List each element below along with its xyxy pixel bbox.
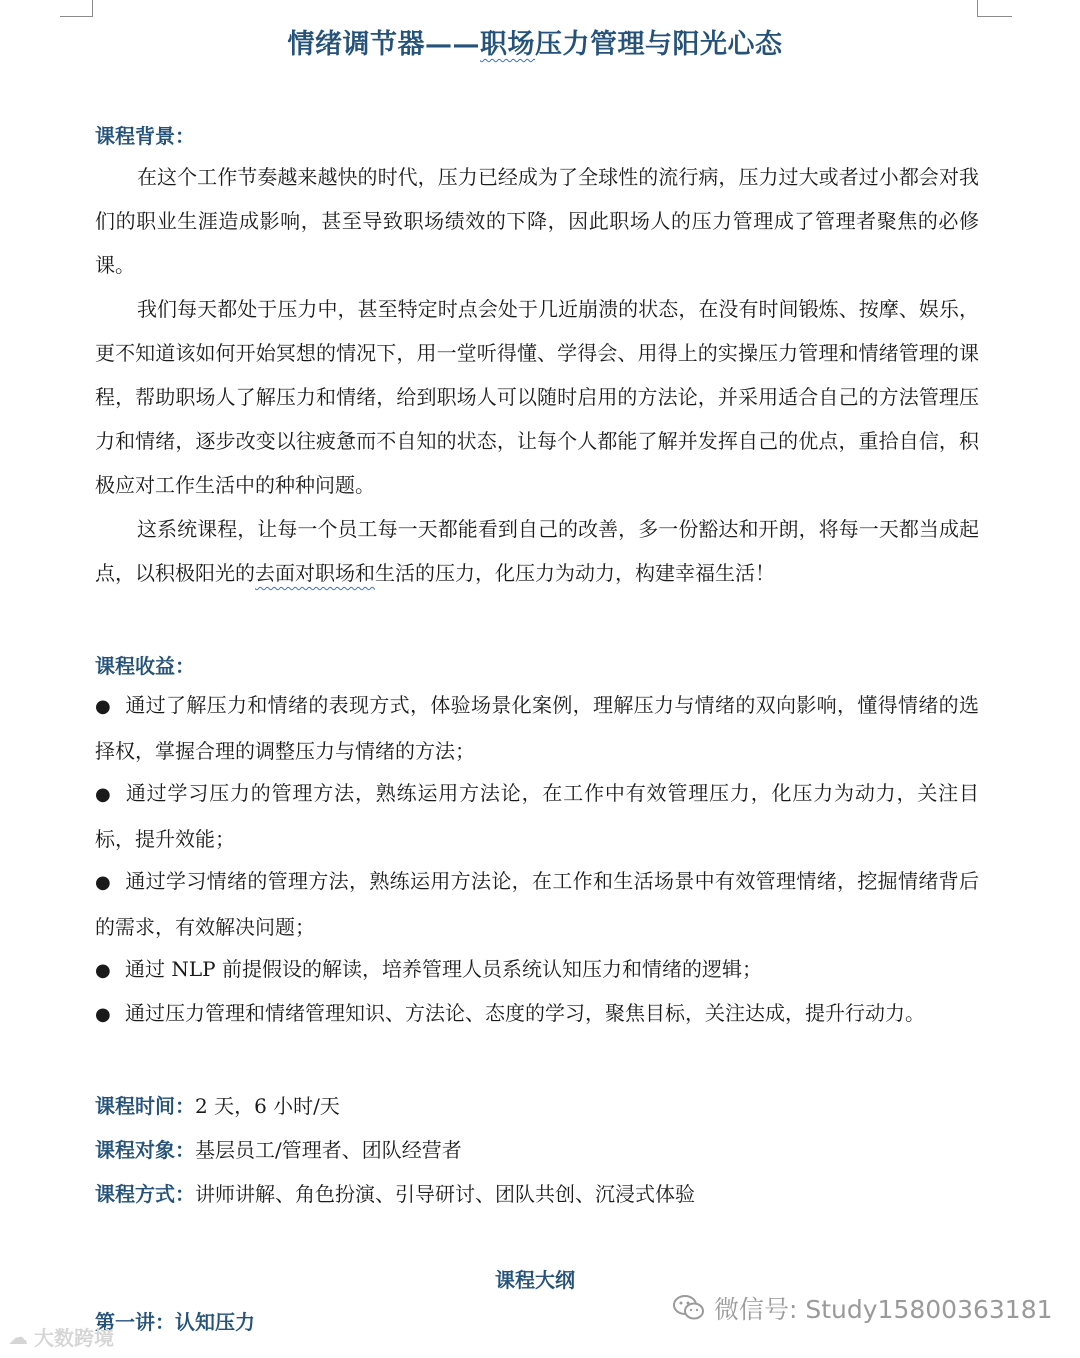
wechat-id: 微信号: Study15800363181	[714, 1295, 1053, 1324]
benefit-item: ● 通过学习情绪的管理方法，熟练运用方法论，在工作和生活场景中有效管理情绪，挖掘情绪背后的需求，有效解决问题；	[95, 859, 979, 949]
brand-name: 大数跨境	[34, 1326, 114, 1350]
background-paragraph-1: 在这个工作节奏越来越快的时代，压力已经成为了全球性的流行病，压力过大或者过小都会对我们的职业生涯造成影响，甚至导致职场绩效的下降，因此职场人的压力管理成了管理者聚焦的必修课。	[95, 165, 979, 277]
title-part: 压力管理与阳光心态	[535, 29, 783, 60]
page-corner-mark-right	[977, 0, 1012, 17]
title-part: 情绪调节器——	[287, 29, 480, 60]
background-paragraph-3: 这系统课程，让每一个员工每一天都能看到自己的改善，多一份豁达和开朗，将每一天都当成起点，以积极阳光的去面对职场和生活的压力，化压力为动力，构建幸福生活！	[95, 517, 979, 585]
benefit-item: ● 通过了解压力和情绪的表现方式，体验场景化案例，理解压力与情绪的双向影响，懂得情绪的选择权，掌握合理的调整压力与情绪的方法；	[95, 683, 979, 773]
bullet-icon: ●	[95, 784, 111, 805]
wechat-watermark	[672, 1288, 1053, 1328]
background-paragraph-2: 我们每天都处于压力中，甚至特定时点会处于几近崩溃的状态，在没有时间锻炼、按摩、娱乐，更不知道该如何开始冥想的情况下，用一堂听得懂、学得会、用得上的实操压力管理和情绪管理的课程，帮助职场人了解压力和情绪，给到职场人可以随时启用的方法论，并采用适合自己的方法管理压力和情绪，逐步改变以往疲惫而不自知的状态，让每个人都能了解并发挥自己的优点，重拾自信，积极应对工作生活中的种种问题。	[95, 297, 979, 497]
benefit-item: ● 通过 NLP 前提假设的解读，培养管理人员系统认知压力和情绪的逻辑；	[95, 947, 979, 993]
bullet-icon: ●	[95, 872, 111, 893]
bullet-icon: ●	[95, 1004, 111, 1025]
benefit-item: ● 通过学习压力的管理方法，熟练运用方法论，在工作中有效管理压力，化压力为动力，关注目标，提升效能；	[95, 771, 979, 861]
background-heading: 课程背景：	[95, 124, 195, 148]
bullet-icon: ●	[95, 696, 111, 717]
outline-title: 课程大纲	[495, 1268, 575, 1292]
lecture-1-heading: 第一讲：认知压力	[95, 1310, 255, 1334]
bullet-icon: ●	[95, 960, 111, 981]
title-spellcheck-word: 职场	[480, 29, 535, 60]
benefit-item: ● 通过压力管理和情绪管理知识、方法论、态度的学习，聚焦目标，关注达成，提升行动力。	[95, 991, 979, 1037]
course-method: 课程方式：讲师讲解、角色扮演、引导研讨、团队共创、沉浸式体验	[95, 1182, 695, 1206]
brand-watermark	[8, 1322, 114, 1351]
spellcheck-phrase: 去面对职场和	[255, 561, 375, 585]
page-corner-mark-left	[60, 0, 93, 17]
wechat-icon	[672, 1293, 706, 1323]
course-audience: 课程对象：基层员工/管理者、团队经营者	[95, 1138, 462, 1162]
document-title	[0, 22, 1070, 61]
course-time: 课程时间：2 天，6 小时/天	[95, 1094, 340, 1118]
benefits-heading: 课程收益：	[95, 654, 195, 678]
brand-logo-icon: ☁	[8, 1324, 28, 1349]
